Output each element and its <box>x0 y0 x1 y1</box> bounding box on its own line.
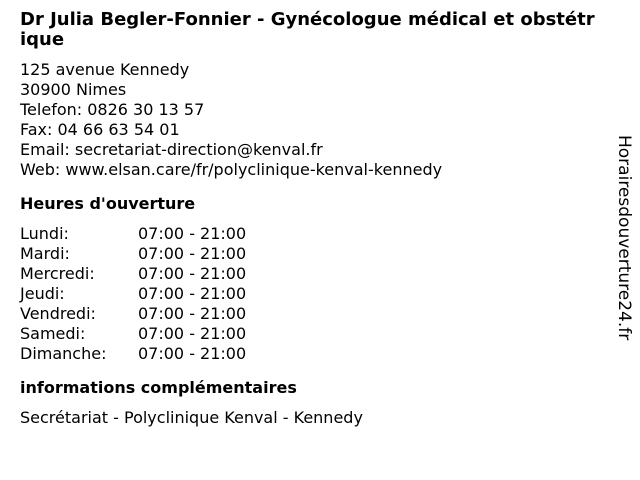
hours-row <box>20 224 600 244</box>
time-range: 07:00 - 21:00 <box>138 284 247 303</box>
practice-card <box>20 10 600 428</box>
info-heading: informations complémentaires <box>20 378 297 397</box>
hours-row <box>20 284 600 304</box>
day-label: Mercredi: <box>20 264 95 283</box>
hours-row <box>20 244 600 264</box>
day-label: Lundi: <box>20 224 69 243</box>
day-label: Dimanche: <box>20 344 107 363</box>
time-range: 07:00 - 21:00 <box>138 304 247 323</box>
hours-heading: Heures d'ouverture <box>20 194 196 213</box>
info-block <box>20 408 600 428</box>
day-label: Vendredi: <box>20 304 96 323</box>
hours-table <box>20 224 600 364</box>
time-range: 07:00 - 21:00 <box>138 244 247 263</box>
contact-block <box>20 60 600 180</box>
hours-row <box>20 324 600 344</box>
page-title: Dr Julia Begler-Fonnier - Gynécologue médical et obstétrique <box>20 9 595 50</box>
brand-watermark: Horairesdouverture24.fr <box>614 135 634 341</box>
info-text: Secrétariat - Polyclinique Kenval - Kennedy <box>20 408 363 427</box>
web-line: Web: www.elsan.care/fr/polyclinique-kenval-kennedy <box>20 160 443 179</box>
hours-row <box>20 264 600 284</box>
address-line: 125 avenue Kennedy <box>20 60 190 79</box>
day-label: Samedi: <box>20 324 86 343</box>
time-range: 07:00 - 21:00 <box>138 264 247 283</box>
time-range: 07:00 - 21:00 <box>138 324 247 343</box>
email-line: Email: secretariat-direction@kenval.fr <box>20 140 323 159</box>
time-range: 07:00 - 21:00 <box>138 344 247 363</box>
time-range: 07:00 - 21:00 <box>138 224 247 243</box>
day-label: Mardi: <box>20 244 70 263</box>
phone-line: Telefon: 0826 30 13 57 <box>20 100 205 119</box>
hours-row <box>20 344 600 364</box>
city-line: 30900 Nimes <box>20 80 127 99</box>
day-label: Jeudi: <box>20 284 65 303</box>
hours-row <box>20 304 600 324</box>
fax-line: Fax: 04 66 63 54 01 <box>20 120 180 139</box>
